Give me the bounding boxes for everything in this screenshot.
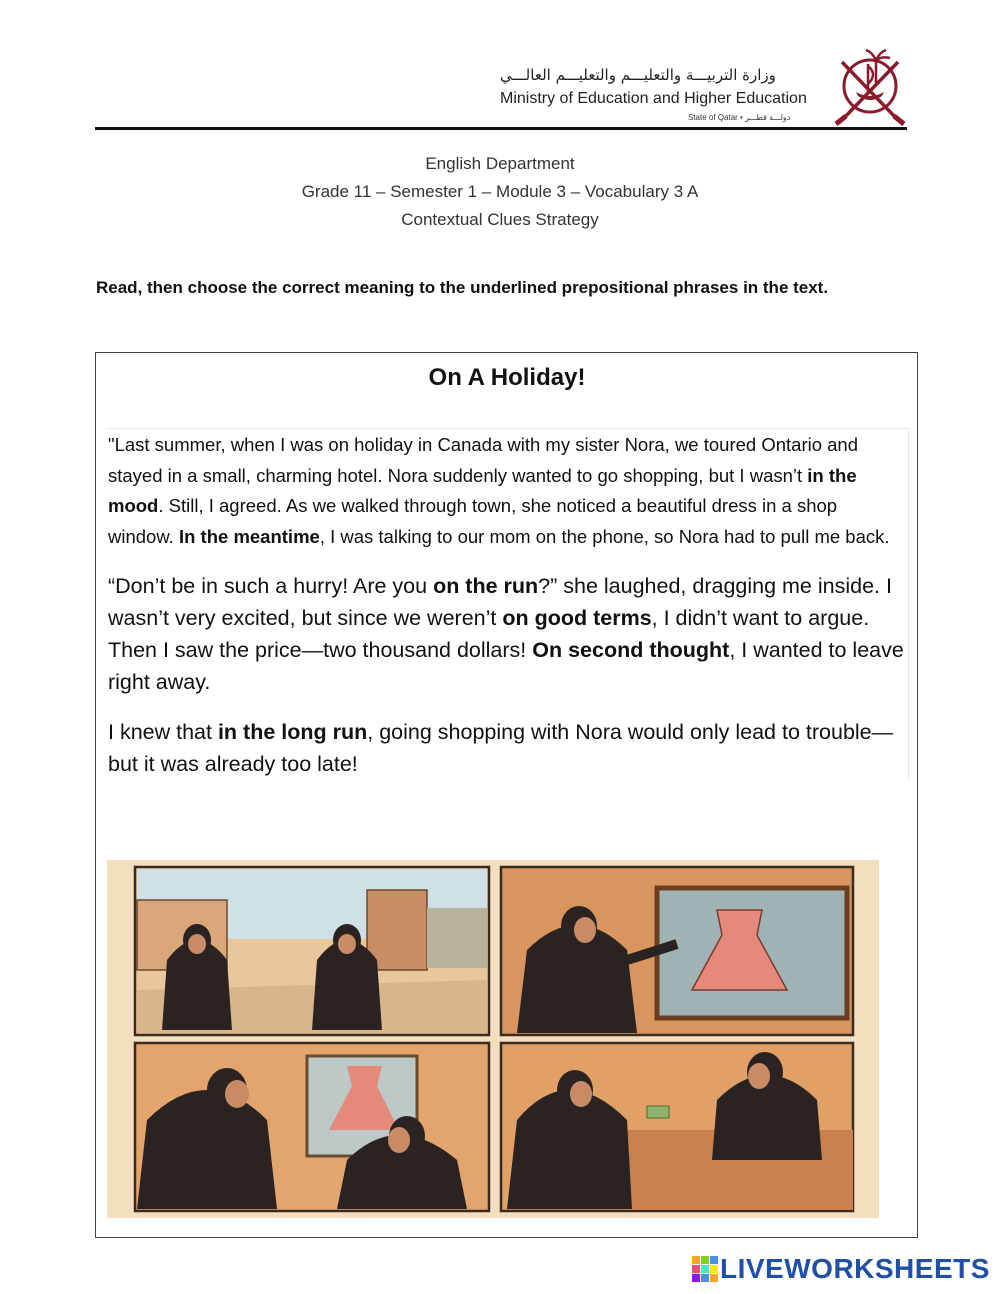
liveworksheets-brand-text: LIVEWORKSHEETS (720, 1253, 990, 1284)
text-run: "Last summer, when I was on holiday in Canada with my sister Nora, we toured Ontario and stayed in a small, charming hotel. Nora suddenly wanted to go shopping, but I wasn’t (108, 434, 859, 486)
text-run: “Don’t be in such a hurry! Are you (108, 574, 434, 598)
course-title: Grade 11 – Semester 1 – Module 3 – Vocabulary 3 A (301, 182, 699, 201)
phrase-in-the-meantime: In the meantime (178, 525, 320, 547)
worksheet-titles (0, 150, 1000, 234)
story-paragraph-1 (108, 429, 908, 552)
ministry-name-arabic: وزارة التربيـــة والتعليـــم والتعليـــم العالـــي (500, 66, 776, 84)
comic-panel-street (135, 867, 489, 1035)
comic-panel-paying (501, 1043, 853, 1211)
ministry-name-english: Ministry of Education and Higher Education (500, 90, 807, 107)
department-title: English Department (425, 154, 575, 173)
strategy-title: Contextual Clues Strategy (401, 210, 599, 229)
instruction-text: Read, then choose the correct meaning to the underlined prepositional phrases in the text. (96, 278, 829, 297)
qatar-emblem-icon (830, 40, 910, 130)
header-divider (95, 127, 907, 130)
story-paragraph-3 (108, 716, 908, 780)
text-run: , I wanted to leave right away. (108, 638, 904, 694)
text-run: . Still, I agreed. As we walked through town, she noticed a beautiful dress in a shop window. (108, 495, 838, 547)
text-run: ?” she laughed, dragging me inside. I wasn’t very excited, but since we weren’t (108, 574, 892, 630)
phrase-on-good-terms: on good terms (502, 606, 652, 630)
phrase-on-second-thought: On second thought (532, 638, 730, 662)
comic-illustration (107, 860, 879, 1218)
state-of-qatar-label: State of Qatar • دولـــة قطـــر (688, 113, 791, 122)
text-run: I knew that (108, 720, 218, 744)
story-paragraph-2 (108, 570, 908, 698)
page-header (0, 0, 1000, 130)
text-run: , going shopping with Nora would only lead to trouble—but it was already too late! (108, 720, 894, 776)
story-text (108, 428, 909, 780)
comic-panel-shop-window (501, 867, 853, 1035)
phrase-in-the-long-run: in the long run (217, 720, 368, 744)
story-title: On A Holiday! (428, 364, 586, 391)
phrase-on-the-run: on the run (433, 574, 539, 598)
text-run: , I didn’t want to argue. Then I saw the price—two thousand dollars! (108, 606, 870, 662)
phrase-in-the-mood: in the mood (108, 464, 857, 516)
liveworksheets-icon (692, 1256, 718, 1282)
text-run: , I was talking to our mom on the phone, so Nora had to pull me back. (319, 525, 890, 547)
comic-panel-phone-call (135, 1043, 489, 1211)
